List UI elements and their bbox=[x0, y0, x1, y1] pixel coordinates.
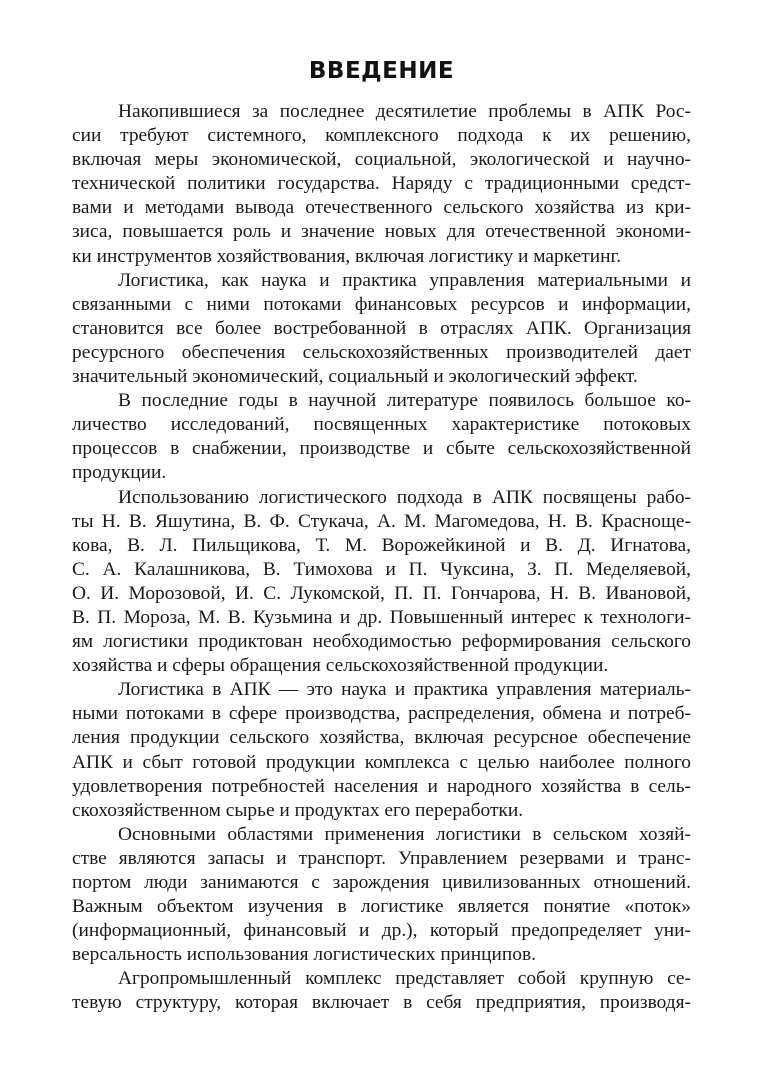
text-line: ления продукции сельского хозяйства, включая ресурсное обеспечение bbox=[72, 727, 691, 749]
page-title: ВВЕДЕНИЕ bbox=[308, 58, 455, 84]
text-line: Накопившиеся за последнее десятилетие проблемы в АПК Рос- bbox=[118, 101, 691, 122]
text-line: кова, В. Л. Пильщикова, Т. М. Ворожейкиной и В. Д. Игнатова, bbox=[72, 534, 691, 556]
body-text bbox=[72, 100, 691, 1016]
text-line: процессов в снабжении, производстве и сбыте сельскохозяйственной bbox=[72, 438, 691, 460]
text-line: портом люди занимаются с зарождения цивилизованных отношений. bbox=[72, 872, 691, 893]
text-line: включая меры экономической, социальной, экологической и научно- bbox=[72, 149, 691, 171]
paragraph bbox=[72, 486, 691, 679]
text-line: Агропромышленный комплекс представляет собой крупную се- bbox=[118, 968, 691, 990]
text-line: ки инструментов хозяйствования, включая логистику и маркетинг. bbox=[72, 245, 622, 267]
text-line: тевую структуру, которая включает в себя предприятия, производя- bbox=[72, 992, 691, 1014]
text-line: Логистика, как наука и практика управления материальными и bbox=[118, 269, 691, 291]
paragraph bbox=[72, 967, 691, 1015]
text-line: становится все более востребованной в отраслях АПК. Организация bbox=[72, 317, 691, 339]
text-line: сии требуют системного, комплексного подхода к их решению, bbox=[72, 125, 691, 147]
text-line: Важным объектом изучения в логистике является понятие «поток» bbox=[72, 896, 691, 918]
text-line: скохозяйственном сырье и продуктах его переработки. bbox=[72, 799, 524, 821]
page bbox=[72, 56, 691, 1016]
text-line: В последние годы в научной литературе появилось большое ко- bbox=[118, 390, 691, 412]
text-line: ресурсного обеспечения сельскохозяйственных производителей дает bbox=[72, 341, 691, 363]
text-line: ными потоками в сфере производства, распределения, обмена и потреб- bbox=[72, 703, 691, 725]
text-line: личество исследований, посвященных характеристике потоковых bbox=[72, 414, 691, 436]
text-line: В. П. Мороза, М. В. Кузьмина и др. Повышенный интерес к технологи- bbox=[72, 606, 691, 628]
text-line: связанными с ними потоками финансовых ресурсов и информации, bbox=[72, 293, 691, 315]
text-line: Использованию логистического подхода в АПК посвящены рабо- bbox=[118, 486, 691, 508]
text-line: значительный экономический, социальный и экологический эффект. bbox=[72, 366, 638, 388]
text-line: хозяйства и сферы обращения сельскохозяйственной продукции. bbox=[72, 655, 609, 677]
paragraph bbox=[72, 389, 691, 485]
text-line: зиса, повышается роль и значение новых для отечественной экономи- bbox=[72, 221, 691, 243]
paragraph bbox=[72, 678, 691, 823]
text-line: Логистика в АПК — это наука и практика управления материаль- bbox=[118, 679, 691, 701]
text-line: АПК и сбыт готовой продукции комплекса с целью наиболее полного bbox=[72, 751, 691, 773]
text-line: ям логистики продиктован необходимостью реформирования сельского bbox=[72, 631, 691, 653]
text-line: Основными областями применения логистики в сельском хозяй- bbox=[118, 823, 691, 845]
text-line: технической политики государства. Наряду с традиционными средст- bbox=[72, 173, 691, 195]
text-line: версальность использования логистических принципов. bbox=[72, 944, 537, 966]
paragraph bbox=[72, 269, 691, 389]
text-line: (информационный, финансовый и др.), который предопределяет уни- bbox=[72, 920, 691, 942]
text-line: О. И. Морозовой, И. С. Лукомской, П. П. Гончарова, Н. В. Ивановой, bbox=[72, 582, 691, 604]
paragraph bbox=[72, 823, 691, 968]
text-line: ты Н. В. Яшутина, В. Ф. Стукача, А. М. Магомедова, Н. В. Красноще- bbox=[72, 510, 691, 532]
paragraph bbox=[72, 100, 691, 269]
text-line: С. А. Калашникова, В. Тимохова и П. Чуксина, З. П. Меделяевой, bbox=[72, 558, 691, 580]
text-line: стве являются запасы и транспорт. Управлением резервами и транс- bbox=[72, 847, 691, 869]
text-line: продукции. bbox=[72, 462, 167, 484]
text-line: удовлетворения потребностей населения и народного хозяйства в сель- bbox=[72, 775, 691, 797]
text-line: вами и методами вывода отечественного сельского хозяйства из кри- bbox=[72, 197, 691, 219]
